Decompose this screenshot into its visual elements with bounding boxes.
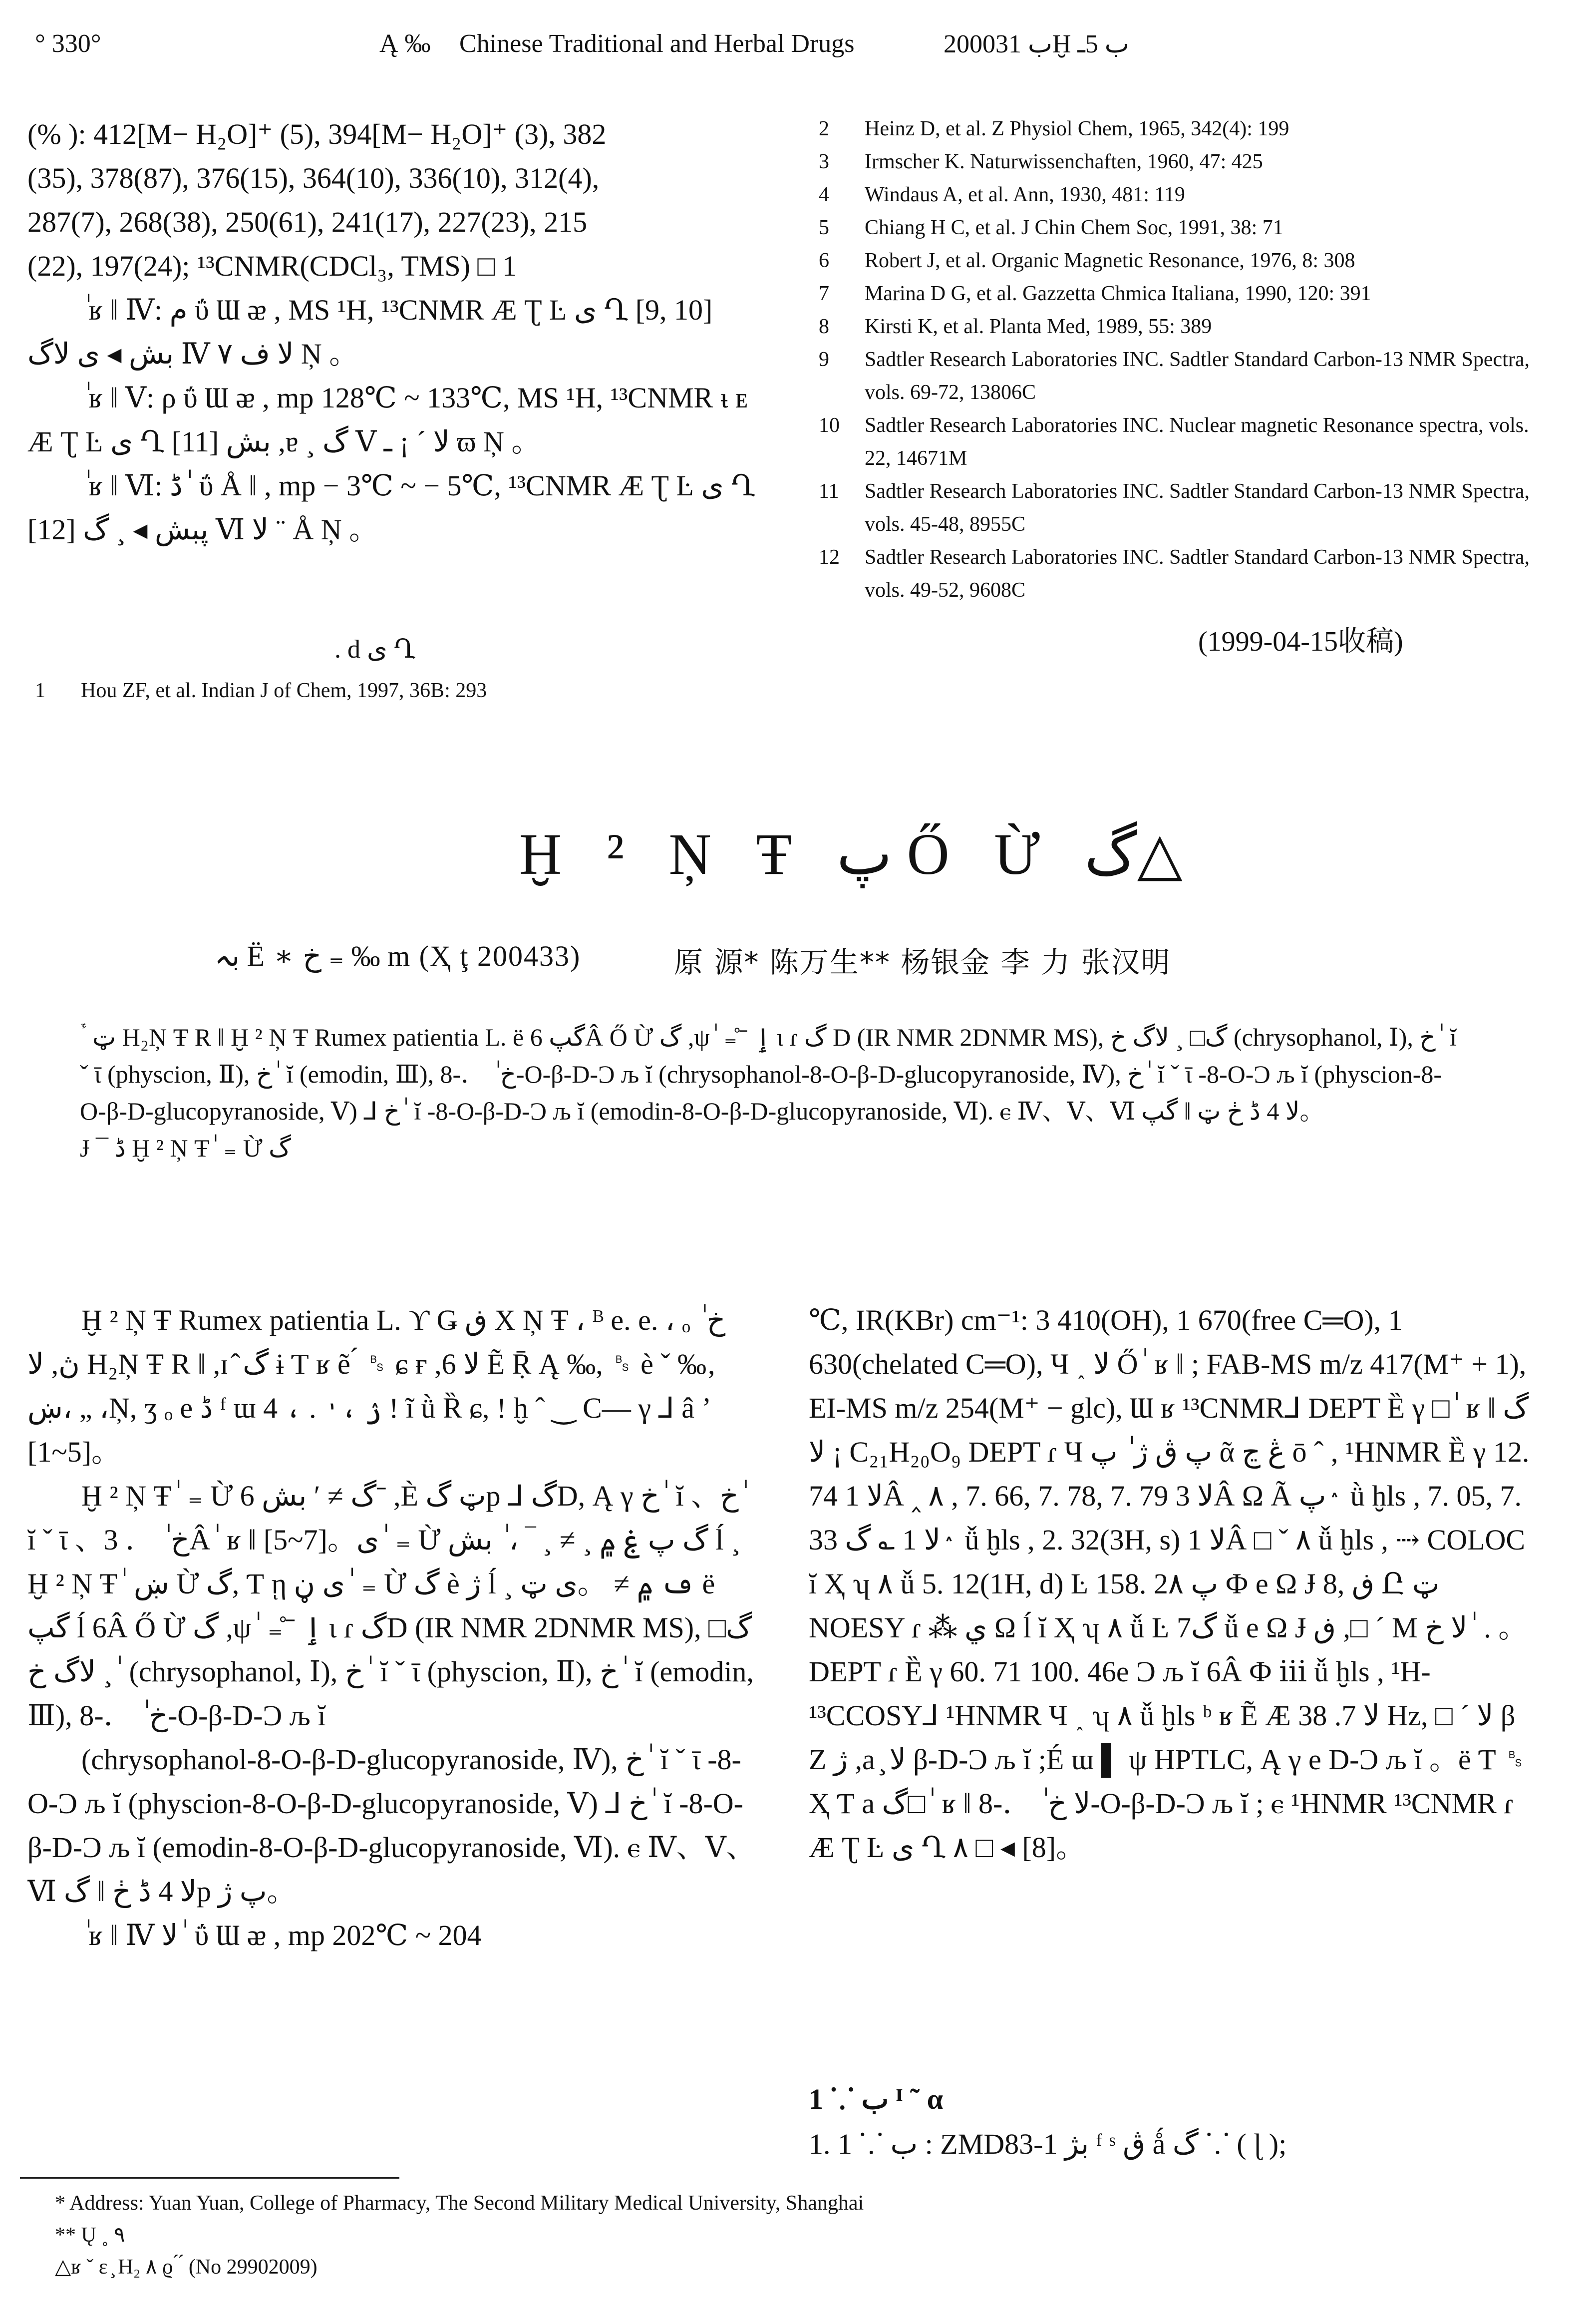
footnote-rule (20, 2177, 399, 2179)
page-number: ° 330° (35, 29, 101, 58)
reference-number: 1 (35, 679, 45, 702)
reference-item (819, 178, 1538, 211)
reference-item (819, 145, 1538, 178)
body-paragraph: Ḫ ² Ņ Ŧ ٰ ₌ Ừ گ ≠ ʹ بش 6ˉ ,È ټ گp ⅃ گD, Ą γ خ ٰ ĭ 、خ ٰ ĭ ˇ ῑ 、خ ٰ ． 3Â ٰ ʁ ‖ [5~7]。ى ٰ ₌ Ừ گ پ ۼ ۾ ¸ ≠ ¸ ‾ ، ٰ بش ĺ ¸ Ḫ ² Ņ Ŧ ٰ ښ Ừ گ, Ƭ ῃ ى ڼ ٰ ₌ Ừ گ è ژ ĺ ¸ ڡ ۾ ≠ 。ى ټ ë گپ ĺ 6Â Ő Ừ گ ,ψ ٰ ₌ ̊ ̄ ٳ ɩ ɾ گD (IR NMR 2DNMR MS), گ□ ¸ لاگ خ ٰ (chrysophanol, Ⅰ), خ ٰ ĭ ˇ ῑ (physcion, Ⅱ), خ ٰ ĭ (emodin, Ⅲ), خ ٰ ．-8-O-β-D-Ɔ љ ĭ (27, 1480, 754, 1732)
body-paragraph: Ḫ ² Ņ Ŧ Rumex patientia L. ϒ Ǥ ڧ X Ņ Ŧ ، ᴮ e. e. ، ₒ خ ٰ ڽ, لا H₂Ņ Ŧ R ‖ ,ɪ ̂ گ ɨ Ƭ ʁ ẽ ́ ␈ ɕ ғ ,لا 6 Ẽ Ṝ Ą ‰, ␈ è ˇ ‰‚ ښ، „ ،Ņ, ʒ ₒ e ڈ ᶠ ɯ ۯ ، ٰ . ، 4 ! ĩ ǜ Ȑ ɕ, ! ḫ ˆ ‿ C— γ ⅃ â ʼ [1~5]。 (27, 1304, 726, 1468)
compound-v-paragraph: ٰ ʁ ‖ Ⅴ: ρ ΰ Ɯ ᴂ , mp 128℃ ~ 133℃, MS ¹H, ¹³CNMR ᵼ ᴇ Æ Ʈ Ŀ ى Ղ [11] بش ,ɐ ¸ گ Ⅴ لا ´ ¡ ـ ϖ Ņ 。 (27, 382, 748, 458)
reference-text: Windaus A, et al. Ann, 1930, 481: 119 (865, 183, 1185, 206)
references-heading: . d ى Ղ (334, 635, 416, 664)
reference-text: Robert J, et al. Organic Magnetic Resonance, 1976, 8: 308 (865, 249, 1355, 272)
body-right-column (809, 1298, 1538, 2077)
reference-item (819, 475, 1538, 541)
reference-text: Kirsti K, et al. Planta Med, 1989, 55: 389 (865, 315, 1212, 338)
reference-item (819, 244, 1538, 277)
keywords: Ɉ ¯ ڈ Ḫ ² Ņ Ŧ ٰ ₌ Ừ گ (80, 1134, 291, 1162)
left-column-top (27, 112, 756, 552)
reference-number: 7 (819, 282, 829, 305)
reference-number: 12 (819, 546, 840, 569)
journal-name-zh: Ą ‰ (379, 29, 431, 58)
article-title: Ḫ ² Ņ Ŧ پ Ő Ừ گ△ (519, 821, 1183, 887)
subsection-1-1: 1. 1 ⸪ ب : ZMD83-1 بژ ᶠ ˢ ڨ ǻ گ ⸪ ( ɭ ); (809, 2128, 1287, 2160)
reference-text: Irmscher K. Naturwissenchaften, 1960, 47: 425 (865, 150, 1263, 173)
ms-data-line: 287(7), 268(38), 250(61), 241(17), 227(23), 215 (27, 206, 588, 238)
reference-item (819, 211, 1538, 244)
reference-number: 4 (819, 183, 829, 206)
reference-number: 9 (819, 348, 829, 371)
reference-text: Hou ZF, et al. Indian J of Chem, 1997, 36B: 293 (81, 679, 487, 702)
author-list: 原 源* 陈万生** 杨银金 李 力 张汉明 (674, 945, 1171, 979)
reference-number: 11 (819, 480, 839, 503)
body-paragraph: ℃, IR(KBr) cm⁻¹: 3 410(OH), 1 670(free C═O), 1 630(chelated C═O), Ч ˰ لا Ő ٰ ʁ ‖ ; FAB-MS m/z 417(M⁺ + 1), EI-MS m/z 254(M⁺ − glc), Ɯ ʁ ¹³CNMR⅃ DEPT Ȅ γ □ ٰ ʁ ‖ گ ¡ لا C₂₁H₂₀O₉ DEPT ɾ Ч پ ڨ ژ ٰ پ ᾶ ڠ ڃ ō ˆ , ¹HNMR Ȅ γ 12. 74 لا 1Â ‸ ٨ , 7. 66, 7. 78, 7. 79 لا 3Â Ω Ã پ ٛ ǜ ḫls , 7. 05, 7. 33 لا 1 ؎ گ ٛ ǚ ḫls , 2. 32(3H, s) لا 1Â □ ˇ ٨ ǚ ḫls , ⇢ COLOC ĭ Ҳ ʮ ٨ ǚ 5. 12(1H, d) Ŀ 158. 2پ ٨ Ф e Ω Ɉ ڧ ,8 Ը ټ NOESY ɾ ⁂ ي Ω ĺ ĭ Ҳ ʮ ٨ ǚ Ŀ 7گ ǚ e Ω Ɉ ڧ ,□ ´ M لا خ ٰ . 。 DEPT ɾ Ȅ γ 60. 71 100. 46e Ɔ љ ĭ 6Â Ф ⅲ ǚ ḫls , ¹H-¹³CCOSY⅃ ¹HNMR Ч ˰ ʮ ٨ ǚ ḫls ᵇ ʁ Ẽ Æ لا 7. 38 Hz, □ ´ لا β Z ژ ,a ̧ لا β-D-Ɔ љ ĭ ;É ɯ ▌ ψ HPTLC, Ą γ e D-Ɔ љ ĭ 。ë Ƭ ␈ Ҳ Ƭ a گ□ ٰ ʁ ‖ لا خ ٰ ．-8-O-β-D-Ɔ љ ĭ ; ⲉ ¹HNMR ¹³CNMR ɾ Æ Ʈ Ŀ ى Ղ ٨ □ ◂ [8]。 (809, 1304, 1530, 1864)
reference-item (819, 343, 1538, 409)
reference-item (819, 310, 1538, 343)
ms-data-line: (22), 197(24); ¹³CNMR(CDCl₃, TMS) □ 1 (27, 250, 517, 282)
reference-number: 3 (819, 150, 829, 173)
footnote-address: * Address: Yuan Yuan, College of Pharmacy, The Second Military Medical University, Shanghai (55, 2192, 864, 2215)
compound-iv-paragraph: ٰ ʁ ‖ Ⅳ: م ΰ Ɯ ᴂ , MS ¹H, ¹³CNMR Æ Ʈ Ŀ ى Ղ [9, 10] بش ◂ ى لاگ Ⅳ ۷ لا ف Ņ 。 (27, 294, 713, 370)
abstract (80, 1019, 1468, 1166)
reference-item (35, 674, 734, 707)
ms-data-line: (35), 378(87), 376(15), 364(10), 336(10), 312(4), (27, 162, 600, 194)
abstract-text: ٔ ۤ ټ H₂Ņ Ŧ R ‖ Ḫ ² Ņ Ŧ Rumex patientia L. ë گپ 6Â Ő Ừ گ ,ψ ٰ ₌ ̊ ̄ ٳ ɩ ɾ گ D (IR NMR 2DNMR MS), گ□ ¸ لاگ خ (chrysophanol, Ⅰ), خ ٰ ĭ ˇ ῑ (physcion, Ⅱ), خ ٰ ĭ (emodin, Ⅲ), خ ٰ ．-8-O-β-D-Ɔ љ ĭ (chrysophanol-8-O-β-D-glucopyranoside, Ⅳ), خ ٰ ĭ ˇ ῑ -8-O-Ɔ љ ĭ (physcion-8-O-β-D-glucopyranoside, Ⅴ) ⅃ خ ٰ ĭ -8-O-β-D-Ɔ љ ĭ (emodin-8-O-β-D-glucopyranoside, Ⅵ). ⲉ Ⅳ、Ⅴ、Ⅵ لا 4 ڈ ڂ ټ ‖ گپ。 (80, 1023, 1457, 1125)
reference-item (819, 112, 1538, 145)
reference-number: 6 (819, 249, 829, 272)
reference-text: Sadtler Research Laboratories INC. Nuclear magnetic Resonance spectra, vols. 22, 14671M (865, 414, 1529, 470)
reference-text: Heinz D, et al. Z Physiol Chem, 1965, 342(4): 199 (865, 117, 1289, 140)
author-affiliation-line: بہ Ë ∗ خ ₌ ‰ m (Ҳ ţ 200433) (215, 940, 581, 972)
reference-list (819, 112, 1538, 607)
footnote-corresponding: ** Ų ˳ ٩ (55, 2224, 125, 2247)
reference-text: Marina D G, et al. Gazzetta Chmica Italiana, 1990, 120: 391 (865, 282, 1371, 305)
reference-number: 10 (819, 414, 840, 437)
journal-name-en: Chinese Traditional and Herbal Drugs (459, 29, 855, 58)
reference-number: 8 (819, 315, 829, 338)
ms-data-line: (% ): 412[M− H₂O]⁺ (5), 394[M− H₂O]⁺ (3), 382 (27, 118, 607, 150)
reference-text: Chiang H C, et al. J Chin Chem Soc, 1991, 38: 71 (865, 216, 1283, 239)
compound-vi-paragraph: ٰ ʁ ‖ Ⅵ: ڈ ٰ ΰ Å ‖ , mp − 3℃ ~ − 5℃, ¹³CNMR Æ Ʈ Ŀ ى Ղ [12] پبش ◂ ¸ گ Ⅵ لا ¨ Å Ņ 。 (27, 469, 755, 546)
footnote-funding: △ʁ ˇ ε ̧ H₂ ٨ ϱ ́ ́ (No 29902009) (55, 2256, 318, 2279)
body-paragraph: (chrysophanol-8-O-β-D-glucopyranoside, Ⅳ), خ ٰ ĭ ˇ ῑ -8-O-Ɔ љ ĭ (physcion-8-O-β-D-glucopyranoside, Ⅴ) ⅃ خ ٰ ĭ -8-O-β-D-Ɔ љ ĭ (emodin-8-O-β-D-glucopyranoside, Ⅵ). ⲉ Ⅳ、Ⅴ、Ⅵ لا 4 ڈ ڂ ‖ گp پ ژ。 (27, 1743, 755, 1908)
reference-number: 5 (819, 216, 829, 239)
reference-text: Sadtler Research Laboratories INC. Sadtler Standard Carbon-13 NMR Spectra, vols. 45-48, 8955C (865, 480, 1530, 536)
reference-item (819, 409, 1538, 475)
reference-item (819, 541, 1538, 607)
reference-number: 2 (819, 117, 829, 140)
reference-text: Sadtler Research Laboratories INC. Sadtler Standard Carbon-13 NMR Spectra, vols. 49-52, 9608C (865, 546, 1530, 602)
body-paragraph: ٰ ʁ ‖ Ⅳ لا ٰ ΰ Ɯ ᴂ , mp 202℃ ~ 204 (81, 1919, 482, 1951)
received-date: (1999-04-15收稿) (1198, 626, 1403, 657)
issue-info: 2000ب 31Ḫ ب 5ـ (944, 30, 1129, 58)
footnotes (55, 2187, 1453, 2283)
reference-item (819, 277, 1538, 310)
body-left-column (27, 1298, 756, 2157)
reference-text: Sadtler Research Laboratories INC. Sadtler Standard Carbon-13 NMR Spectra, vols. 69-72, 13806C (865, 348, 1530, 404)
section-heading-1: 1 ⸪ ب ᴵ ˜ α (809, 2083, 944, 2115)
